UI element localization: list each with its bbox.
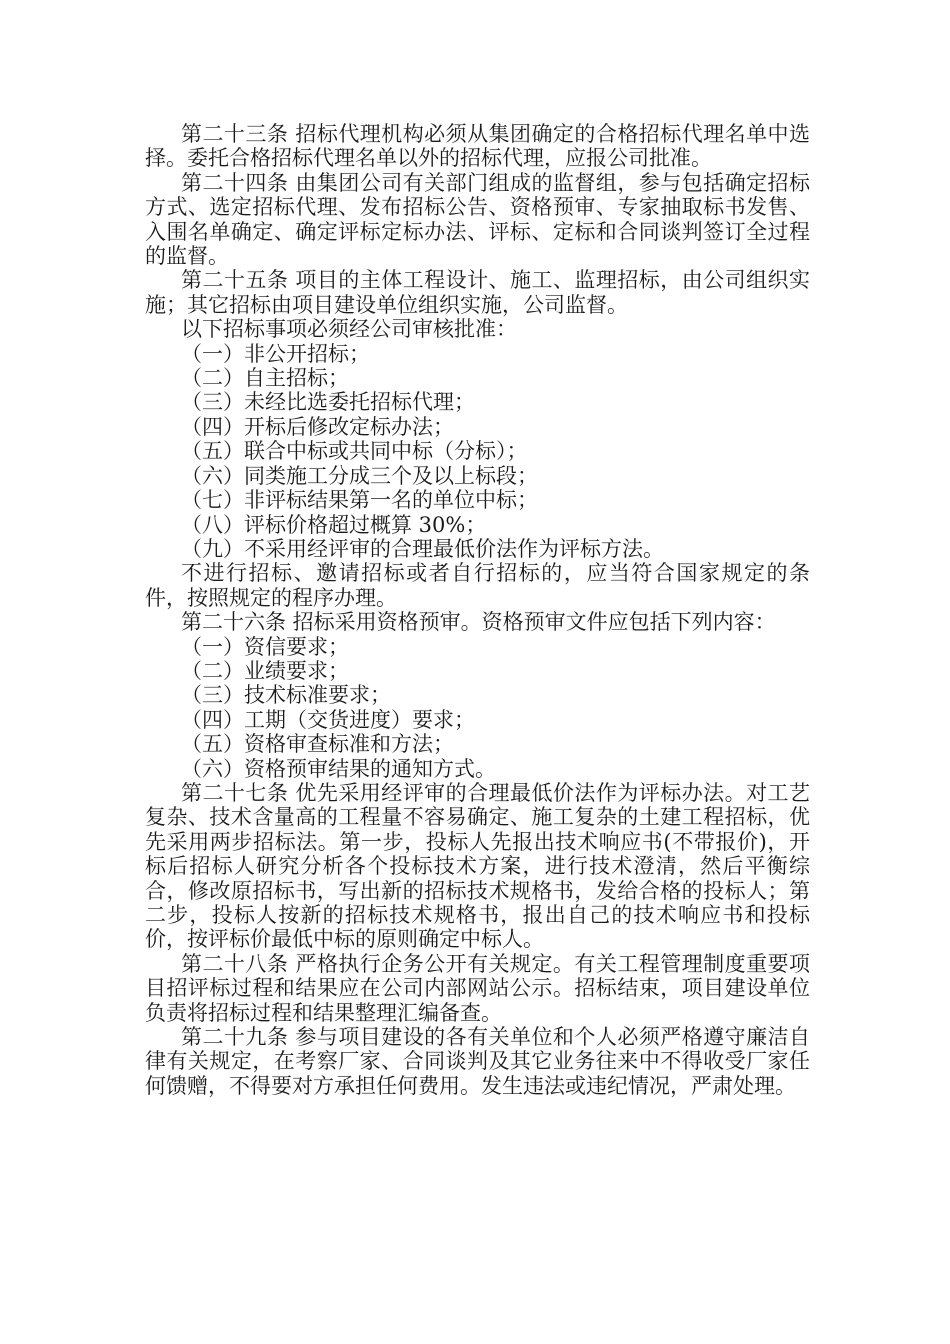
article-23-paragraph: 第二十三条 招标代理机构必须从集团确定的合格招标代理名单中选择。委托合格招标代理名单以外的招标代理，应报公司批准。 — [145, 122, 810, 171]
article-27-paragraph: 第二十七条 优先采用经评审的合理最低价法作为评标办法。对工艺复杂、技术含量高的工程量不容易确定、施工复杂的土建工程招标，优先采用两步招标法。第一步，投标人先报出技术响应书(不带报价)，开标后招标人研究分析各个投标技术方案，进行技术澄清，然后平衡综合，修改原招标书，写出新的招标技术规格书，发给合格的投标人；第二步，投标人按新的招标技术规格书，报出自己的技术响应书和投标价，按评标价最低中标的原则确定中标人。 — [145, 780, 810, 952]
article-28-paragraph: 第二十八条 严格执行企务公开有关规定。有关工程管理制度重要项目招评标过程和结果应在公司内部网站公示。招标结束，项目建设单位负责将招标过程和结果整理汇编备查。 — [145, 951, 810, 1025]
list-item: （四）开标后修改定标办法； — [181, 414, 454, 439]
list-item: （九）不采用经评审的合理最低价法作为评标方法。 — [181, 536, 664, 561]
list-item: （一）非公开招标； — [181, 341, 370, 366]
approval-intro-paragraph: 以下招标事项必须经公司审核批准： — [181, 317, 517, 342]
article-24-paragraph: 第二十四条 由集团公司有关部门组成的监督组，参与包括确定招标方式、选定招标代理、发布招标公告、资格预审、专家抽取标书发售、入围名单确定、确定评标定标办法、评标、定标和合同谈判签订全过程的监督。 — [145, 170, 810, 269]
list-item: （三）技术标准要求； — [181, 683, 391, 708]
article-29-paragraph: 第二十九条 参与项目建设的各有关单位和个人必须严格遵守廉洁自律有关规定，在考察厂家、合同谈判及其它业务往来中不得收受厂家任何馈赠，不得要对方承担任何费用。发生违法或违纪情况，严肃处理。 — [145, 1025, 810, 1098]
list-item: （四）工期（交货进度）要求； — [181, 707, 475, 732]
article-25-paragraph: 第二十五条 项目的主体工程设计、施工、监理招标，由公司组织实施；其它招标由项目建设单位组织实施，公司监督。 — [145, 268, 810, 317]
article-26-paragraph: 第二十六条 招标采用资格预审。资格预审文件应包括下列内容： — [181, 610, 776, 635]
list-item: （八）评标价格超过概算 30%； — [181, 512, 487, 537]
list-item: （七）非评标结果第一名的单位中标； — [181, 488, 538, 513]
no-tender-conditions-paragraph: 不进行招标、邀请招标或者自行招标的，应当符合国家规定的条件，按照规定的程序办理。 — [145, 561, 810, 610]
document-page — [145, 122, 810, 1098]
list-item: （五）资格审查标准和方法； — [181, 732, 454, 757]
list-item: （一）资信要求； — [181, 634, 349, 659]
list-item: （五）联合中标或共同中标（分标）； — [181, 439, 528, 464]
list-item: （三）未经比选委托招标代理； — [181, 390, 475, 415]
list-item: （二）自主招标； — [181, 366, 349, 391]
list-item: （六）资格预审结果的通知方式。 — [181, 756, 496, 781]
list-item: （二）业绩要求； — [181, 658, 349, 683]
list-item: （六）同类施工分成三个及以上标段； — [181, 463, 538, 488]
